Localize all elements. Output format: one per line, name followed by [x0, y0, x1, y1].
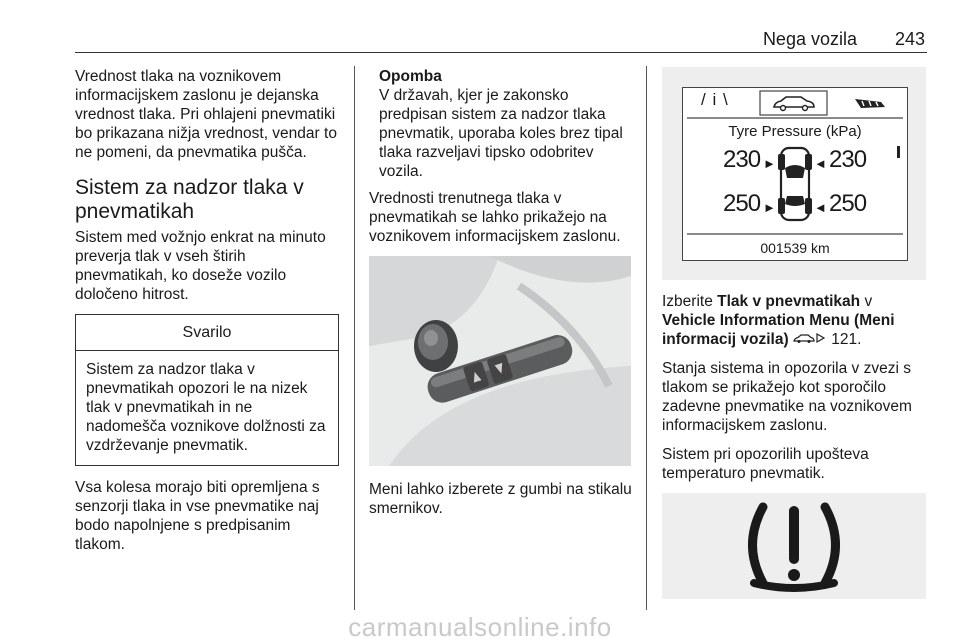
column-divider — [646, 66, 647, 610]
road-icon — [853, 96, 887, 110]
intro-paragraph: Vrednost tlaka na voznikovem informacijskem zaslonu je dejanska vrednost tlaka. Pri ohlajeni pnevmatiki bo prikazana nižja vrednost, vendar to ne pomeni, da pnevmatika pušča. — [75, 68, 337, 161]
odometer: 001539 km — [760, 240, 830, 256]
note-block — [369, 67, 633, 181]
warning-box — [75, 314, 339, 466]
closing-paragraph: Vsa kolesa morajo biti opremljena s senzorji tlaka in vse pnevmatike naj bodo napolnjene s predpisanim tlakom. — [75, 479, 320, 553]
select-paragraph — [662, 292, 926, 349]
display-paragraph: Vrednosti trenutnega tlaka v pnevmatikah se lahko prikažejo na voznikovem informacijskem zaslonu. — [369, 190, 621, 245]
car-reference-icon — [793, 333, 815, 344]
arrow-left-icon: ◄ — [814, 200, 827, 215]
tyre-pressure-display-figure — [662, 67, 926, 280]
vehicle-information-menu: Vehicle Information Menu (Meni informacij vozila) — [662, 312, 895, 348]
tpms-warning-symbol-figure — [662, 493, 926, 599]
watermark: carmanualsonline.info — [348, 612, 612, 642]
arrow-right-icon: ► — [763, 156, 776, 171]
note-body: V državah, kjer je zakonsko predpisan sistem za nadzor tlaka pnevmatik, uporaba koles brez tipal tlaka razveljavi tipsko odobritev vozila. — [379, 87, 623, 180]
rear-left-pressure: 250 — [723, 190, 761, 217]
arrow-right-icon: ► — [763, 200, 776, 215]
page-reference-icon — [815, 332, 827, 344]
arrow-left-icon: ◄ — [814, 156, 827, 171]
warning-body: Sistem za nadzor tlaka v pnevmatikah opozori le na nizek tlak v pnevmatikah in ne nadomešča voznikove dolžnosti za vzdrževanje pnevmatik. — [86, 361, 326, 454]
front-right-pressure: 230 — [829, 146, 867, 173]
car-icon — [771, 94, 817, 112]
front-left-pressure: 230 — [723, 146, 761, 173]
rear-right-pressure: 250 — [829, 190, 867, 217]
menu-item-tyre-pressure: Tlak v pnevmatikah — [717, 293, 861, 310]
status-paragraph: Stanja sistema in opozorila v zvezi s tlakom se prikažejo kot sporočilo zadevne pnevmatike na voznikovem informacijskem zaslonu. — [662, 360, 912, 434]
column-divider — [354, 66, 355, 610]
turn-signal-stalk-image — [369, 256, 631, 466]
lcd-screen — [682, 87, 908, 261]
section-heading: Sistem za nadzor tlaka v pnevmatikah — [75, 176, 304, 223]
tyre-pressure-warning-icon — [662, 493, 926, 599]
warning-title: Svarilo — [76, 315, 338, 351]
menu-paragraph: Meni lahko izberete z gumbi na stikalu smernikov. — [369, 481, 632, 517]
section-title: Nega vozila — [762, 29, 857, 49]
column-1 — [75, 67, 339, 564]
car-top-view-icon — [778, 144, 812, 224]
system-paragraph: Sistem med vožnjo enkrat na minuto preverja tlak v vseh štirih pnevmatikah, ko doseže vozilo določeno hitrost. — [75, 229, 326, 303]
warning-road-icon: / i \ — [701, 90, 729, 109]
display-title: Tyre Pressure (kPa) — [728, 123, 862, 140]
column-2 — [369, 67, 633, 528]
select-prefix: Izberite — [662, 293, 718, 310]
select-connector: v — [860, 293, 873, 310]
note-title: Opomba — [379, 68, 442, 85]
temperature-paragraph: Sistem pri opozorilih upošteva temperaturo pnevmatik. — [662, 446, 869, 482]
page-reference: 121. — [826, 331, 862, 348]
page-number: 243 — [894, 29, 925, 49]
page-header — [75, 28, 927, 53]
column-3 — [662, 67, 926, 599]
